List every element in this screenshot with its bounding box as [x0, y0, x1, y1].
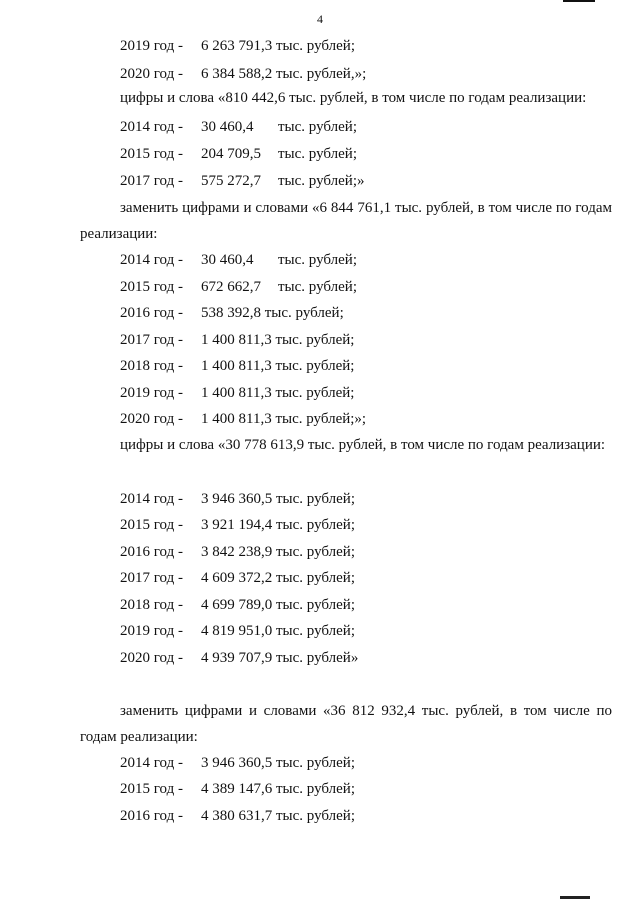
year-label: 2016 год -: [120, 808, 183, 824]
amount-value: 30 460,4: [201, 252, 254, 268]
amount-value: 538 392,8 тыс. рублей;: [201, 305, 344, 321]
amount-value: 6 263 791,3 тыс. рублей;: [201, 38, 355, 54]
year-label: 2015 год -: [120, 517, 183, 533]
bottom-edge-mark: [560, 896, 590, 899]
amount-value: 4 939 707,9 тыс. рублей»: [201, 650, 359, 666]
unit-label: тыс. рублей;»: [278, 173, 365, 189]
amount-value: 1 400 811,3 тыс. рублей;»;: [201, 411, 367, 427]
year-label: 2015 год -: [120, 146, 183, 162]
year-label: 2019 год -: [120, 38, 183, 54]
amount-value: 4 389 147,6 тыс. рублей;: [201, 781, 355, 797]
amount-value: 672 662,7: [201, 279, 261, 295]
paragraph: заменить цифрами и словами «6 844 761,1 тыс. рублей, в том числе по годам реализации:: [80, 200, 612, 242]
unit-label: тыс. рублей;: [278, 119, 357, 135]
amount-value: 4 380 631,7 тыс. рублей;: [201, 808, 355, 824]
year-label: 2018 год -: [120, 358, 183, 374]
year-label: 2016 год -: [120, 305, 183, 321]
year-label: 2019 год -: [120, 385, 183, 401]
page-number: 4: [317, 12, 323, 26]
amount-value: 3 946 360,5 тыс. рублей;: [201, 491, 355, 507]
amount-value: 3 842 238,9 тыс. рублей;: [201, 544, 355, 560]
amount-value: 4 699 789,0 тыс. рублей;: [201, 597, 355, 613]
amount-value: 6 384 588,2 тыс. рублей,»;: [201, 66, 367, 82]
unit-label: тыс. рублей;: [278, 279, 357, 295]
paragraph: заменить цифрами и словами «36 812 932,4 тыс. рублей, в том числе по годам реализации:: [80, 703, 612, 745]
amount-value: 1 400 811,3 тыс. рублей;: [201, 385, 355, 401]
amount-value: 30 460,4: [201, 119, 254, 135]
year-label: 2020 год -: [120, 411, 183, 427]
amount-value: 1 400 811,3 тыс. рублей;: [201, 332, 355, 348]
paragraph: цифры и слова «810 442,6 тыс. рублей, в том числе по годам реализации:: [120, 90, 587, 106]
amount-value: 3 946 360,5 тыс. рублей;: [201, 755, 355, 771]
year-label: 2017 год -: [120, 173, 183, 189]
year-label: 2019 год -: [120, 623, 183, 639]
year-label: 2014 год -: [120, 491, 183, 507]
year-label: 2016 год -: [120, 544, 183, 560]
amount-value: 204 709,5: [201, 146, 261, 162]
year-label: 2014 год -: [120, 755, 183, 771]
paragraph: цифры и слова «30 778 613,9 тыс. рублей, в том числе по годам реализации:: [120, 437, 606, 453]
year-label: 2020 год -: [120, 66, 183, 82]
year-label: 2014 год -: [120, 119, 183, 135]
year-label: 2015 год -: [120, 279, 183, 295]
year-label: 2017 год -: [120, 570, 183, 586]
year-label: 2018 год -: [120, 597, 183, 613]
year-label: 2017 год -: [120, 332, 183, 348]
amount-value: 1 400 811,3 тыс. рублей;: [201, 358, 355, 374]
unit-label: тыс. рублей;: [278, 252, 357, 268]
year-label: 2015 год -: [120, 781, 183, 797]
amount-value: 575 272,7: [201, 173, 261, 189]
amount-value: 4 609 372,2 тыс. рублей;: [201, 570, 355, 586]
amount-value: 3 921 194,4 тыс. рублей;: [201, 517, 355, 533]
year-label: 2020 год -: [120, 650, 183, 666]
unit-label: тыс. рублей;: [278, 146, 357, 162]
year-label: 2014 год -: [120, 252, 183, 268]
top-edge-mark: [563, 0, 595, 2]
amount-value: 4 819 951,0 тыс. рублей;: [201, 623, 355, 639]
